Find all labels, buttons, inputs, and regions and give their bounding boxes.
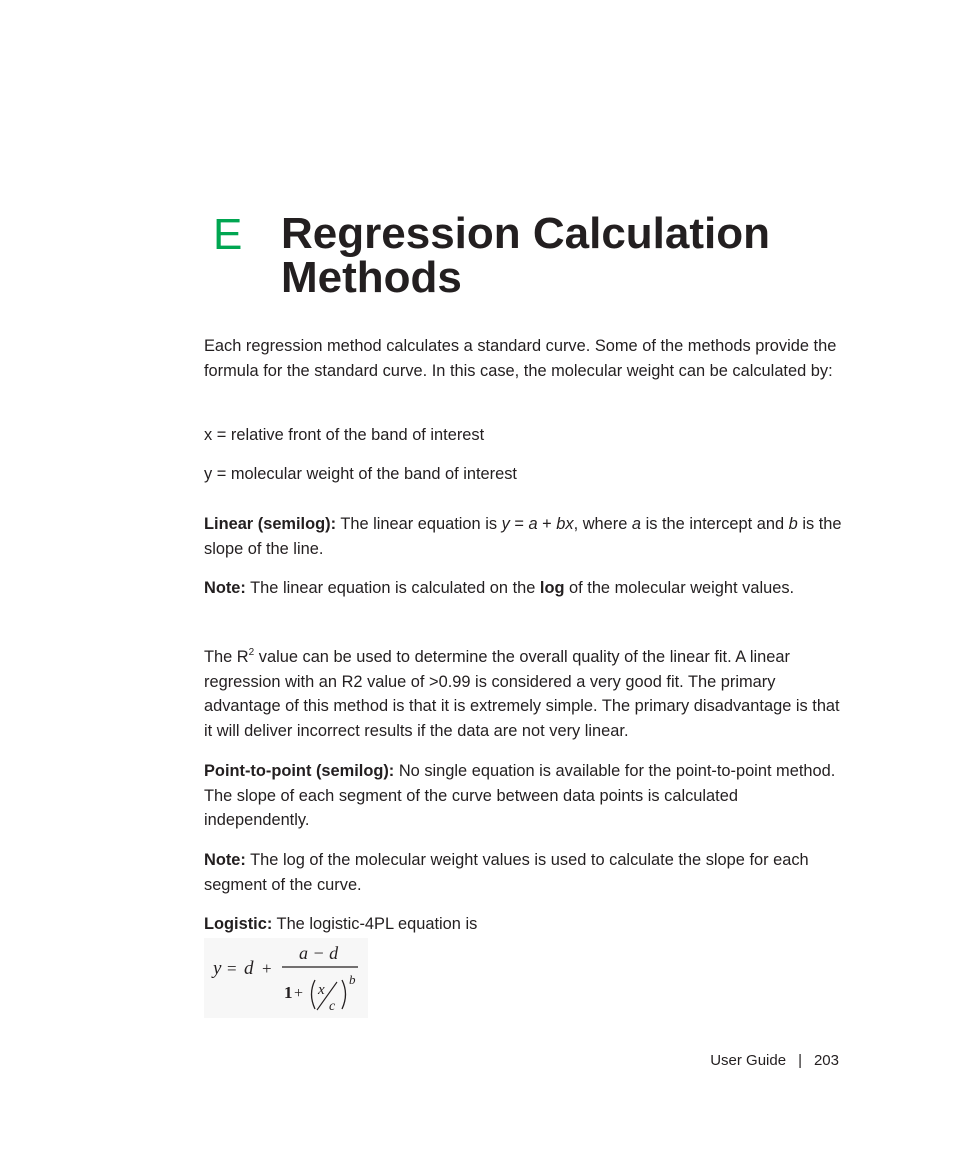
chapter-title	[281, 209, 881, 302]
right-paren	[342, 980, 346, 1009]
eq-equals: =	[509, 515, 529, 533]
r2-paragraph	[204, 645, 844, 743]
eq-y: y	[501, 515, 510, 533]
footer-separator: |	[798, 1052, 802, 1069]
left-paren	[312, 980, 316, 1009]
p2p-label: Point-to-point (semilog):	[204, 762, 395, 780]
logistic-text: The logistic-4PL equation is	[272, 915, 478, 933]
formula-d: d	[244, 958, 254, 979]
footer-guide: User Guide	[710, 1052, 787, 1069]
point-to-point-paragraph	[204, 759, 844, 833]
intro-paragraph	[204, 334, 844, 383]
formula-numerator: a − d	[299, 943, 339, 963]
chapter-title-line1: Regression Calculation	[281, 209, 771, 258]
page-number: 203	[813, 1052, 839, 1069]
p2p-text: No single equation is available for the point-to-point method. The slope of each segment of the curve between data points is calculated independently.	[204, 762, 836, 829]
linear-text-2: , where	[573, 515, 632, 533]
x-definition-text: x = relative front of the band of interest	[204, 426, 485, 444]
r2-text-1: The R	[204, 648, 249, 666]
note2-label: Note:	[204, 851, 246, 869]
linear-paragraph	[204, 512, 844, 561]
formula-plus: +	[262, 959, 272, 978]
y-definition	[204, 462, 844, 487]
page-footer	[710, 1051, 839, 1071]
note-log	[204, 576, 804, 601]
formula-x: x	[318, 982, 325, 998]
note2-text: The log of the molecular weight values is used to calculate the slope for each segment of the curve.	[204, 851, 809, 894]
y-definition-text: y = molecular weight of the band of interest	[204, 465, 517, 483]
var-b: b	[788, 515, 798, 533]
formula-c: c	[329, 999, 336, 1014]
note-label: Note:	[204, 579, 246, 597]
formula-y: y	[213, 958, 222, 979]
formula-plus2: +	[294, 985, 304, 1002]
eq-a: a	[528, 515, 538, 533]
r2-text-2: value can be used to determine the overall quality of the linear fit. A linear regression with an R2 value of >0.99 is considered a very good fit. The primary advantage of this method is that it is extremely simple. The primary disadvantage is that it will deliver incorrect results if the data are not very linear.	[204, 648, 840, 740]
linear-label: Linear (semilog):	[204, 515, 337, 533]
linear-text-3: is the intercept and	[641, 515, 789, 533]
chapter-letter: E	[213, 210, 243, 259]
formula-one: 1	[284, 983, 293, 1002]
note-slope	[204, 848, 844, 897]
note-text-2: of the molecular weight values.	[564, 579, 795, 597]
linear-text-1: The linear equation is	[336, 515, 502, 533]
eq-plus: +	[537, 515, 557, 533]
linear-text-4: is the slope of the line.	[204, 515, 842, 558]
x-definition	[204, 423, 844, 448]
formula-b-exponent: b	[349, 972, 356, 987]
var-a: a	[631, 515, 642, 533]
logistic-paragraph	[204, 912, 844, 937]
intro-text: Each regression method calculates a standard curve. Some of the methods provide the formula for the standard curve. In this case, the molecular weight can be calculated by:	[204, 337, 837, 380]
logistic-formula	[204, 938, 368, 1018]
logistic-label: Logistic:	[204, 915, 273, 933]
formula-svg	[204, 938, 368, 1018]
note-text-1: The linear equation is calculated on the	[245, 579, 540, 597]
formula-eq: =	[227, 959, 237, 978]
r2-superscript: 2	[248, 647, 255, 658]
note-bold-log: log	[539, 579, 565, 597]
eq-bx: bx	[556, 515, 574, 533]
chapter-title-line2: Methods	[281, 253, 462, 302]
